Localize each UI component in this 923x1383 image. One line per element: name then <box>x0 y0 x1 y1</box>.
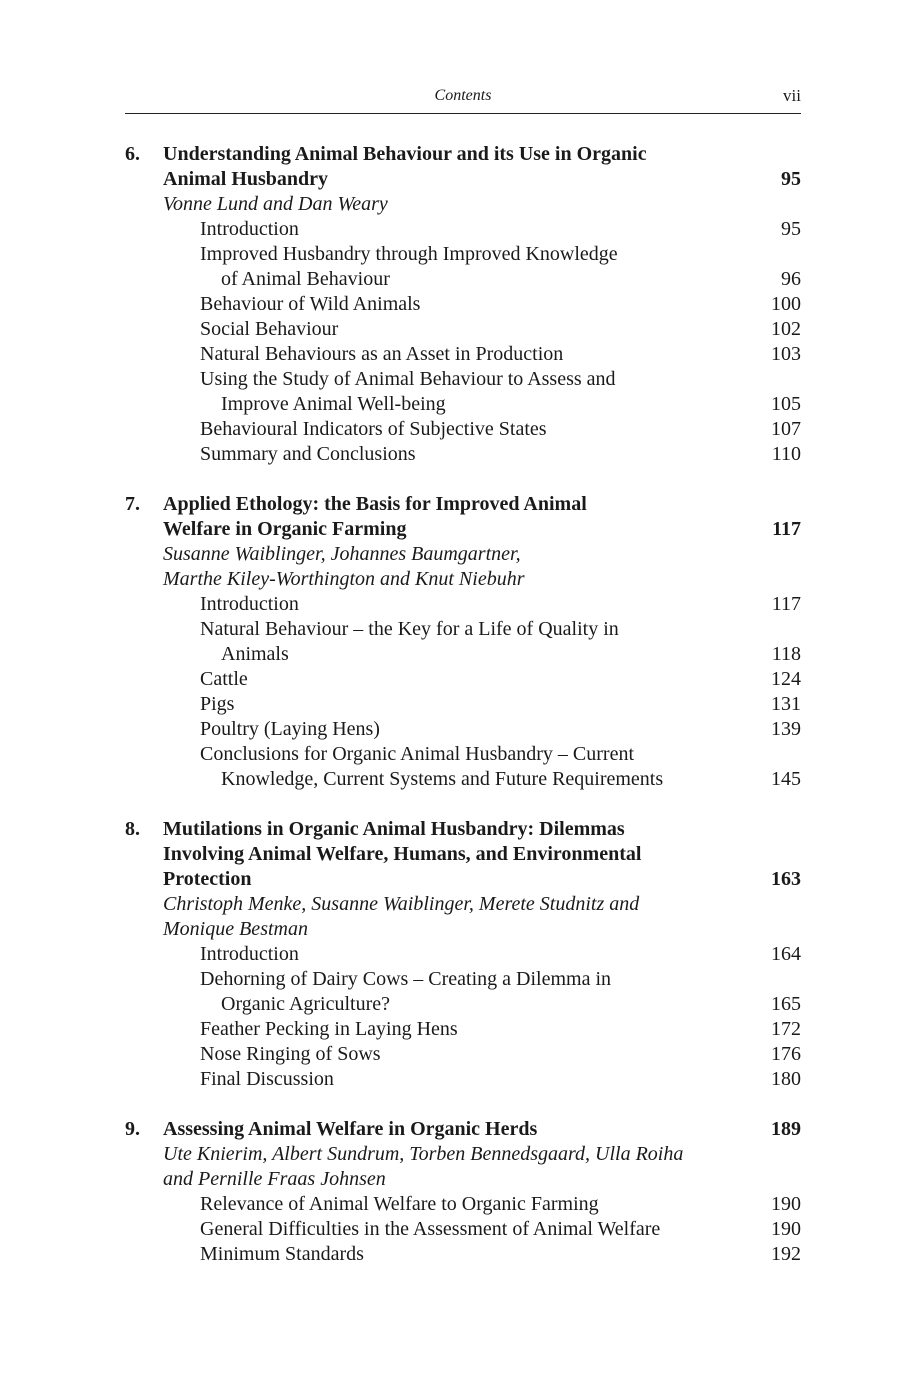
section-entry <box>125 967 801 992</box>
section-page-number: 100 <box>771 293 801 315</box>
section-page-number: 165 <box>771 993 801 1015</box>
page-number: vii <box>783 86 801 105</box>
section-title: Animals <box>221 643 289 665</box>
chapter-title-line <box>125 517 801 542</box>
section-page-number: 103 <box>771 343 801 365</box>
section-title: Summary and Conclusions <box>200 443 416 465</box>
chapter-title-line <box>125 817 801 842</box>
chapter-title: Animal Husbandry <box>163 168 329 190</box>
table-of-contents <box>125 142 801 1267</box>
section-page-number: 105 <box>771 393 801 415</box>
section-title: Using the Study of Animal Behaviour to Assess and <box>200 368 616 390</box>
section-page-number: 117 <box>771 593 801 615</box>
section-entry <box>125 1017 801 1042</box>
section-page-number: 139 <box>771 718 801 740</box>
chapter-page-number: 189 <box>771 1118 801 1140</box>
section-page-number: 96 <box>781 268 801 290</box>
chapter-title-line <box>125 867 801 892</box>
section-title: Introduction <box>200 593 299 615</box>
section-page-number: 107 <box>771 418 801 440</box>
author-line <box>125 1142 801 1167</box>
section-entry <box>125 667 801 692</box>
section-title: Pigs <box>200 693 235 715</box>
section-entry <box>125 1217 801 1242</box>
chapter-page-number: 95 <box>781 168 801 190</box>
chapter-title: Understanding Animal Behaviour and its Use in Organic <box>163 143 647 165</box>
contents-page <box>125 0 801 1267</box>
chapter-page-number: 117 <box>772 518 801 540</box>
section-entry <box>125 417 801 442</box>
section-entry <box>125 292 801 317</box>
chapter-number: 7. <box>125 493 140 515</box>
section-page-number: 176 <box>771 1043 801 1065</box>
chapter-authors: Marthe Kiley-Worthington and Knut Niebuhr <box>163 568 525 590</box>
section-entry <box>125 342 801 367</box>
author-line <box>125 892 801 917</box>
chapter-title-line <box>125 1117 801 1142</box>
section-entry <box>125 442 801 467</box>
chapter-entry <box>125 817 801 1092</box>
author-line <box>125 567 801 592</box>
section-title: Dehorning of Dairy Cows – Creating a Dilemma in <box>200 968 612 990</box>
author-line <box>125 917 801 942</box>
section-page-number: 110 <box>771 443 801 465</box>
section-page-number: 95 <box>781 218 801 240</box>
section-page-number: 192 <box>771 1243 801 1265</box>
section-entry <box>125 1042 801 1067</box>
running-header <box>125 0 801 114</box>
chapter-number: 8. <box>125 818 140 840</box>
section-entry <box>125 1242 801 1267</box>
chapter-title: Mutilations in Organic Animal Husbandry: Dilemmas <box>163 818 625 840</box>
section-entry <box>125 317 801 342</box>
chapter-title-line <box>125 167 801 192</box>
section-title: Natural Behaviours as an Asset in Production <box>200 343 564 365</box>
author-line <box>125 542 801 567</box>
section-title: Nose Ringing of Sows <box>200 1043 381 1065</box>
chapter-authors: and Pernille Fraas Johnsen <box>163 1168 386 1190</box>
section-title: Relevance of Animal Welfare to Organic Farming <box>200 1193 599 1215</box>
section-page-number: 190 <box>771 1218 801 1240</box>
section-entry <box>125 392 801 417</box>
chapter-authors: Ute Knierim, Albert Sundrum, Torben Bennedsgaard, Ulla Roiha <box>163 1143 684 1165</box>
chapter-title: Applied Ethology: the Basis for Improved Animal <box>163 493 587 515</box>
section-entry <box>125 692 801 717</box>
chapter-number: 6. <box>125 143 140 165</box>
section-title: Behavioural Indicators of Subjective States <box>200 418 547 440</box>
chapter-number: 9. <box>125 1118 140 1140</box>
chapter-entry <box>125 492 801 792</box>
section-entry <box>125 992 801 1017</box>
section-title: Conclusions for Organic Animal Husbandry – Current <box>200 743 635 765</box>
section-title: Minimum Standards <box>200 1243 364 1265</box>
section-title: Behaviour of Wild Animals <box>200 293 421 315</box>
section-title: Natural Behaviour – the Key for a Life of Quality in <box>200 618 619 640</box>
section-title: Cattle <box>200 668 248 690</box>
section-page-number: 131 <box>771 693 801 715</box>
section-entry <box>125 717 801 742</box>
chapter-title-line <box>125 142 801 167</box>
chapter-title-line <box>125 492 801 517</box>
section-entry <box>125 942 801 967</box>
section-title: General Difficulties in the Assessment of Animal Welfare <box>200 1218 661 1240</box>
chapter-authors: Monique Bestman <box>163 918 308 940</box>
chapter-page-number: 163 <box>771 868 801 890</box>
chapter-authors: Susanne Waiblinger, Johannes Baumgartner, <box>163 543 521 565</box>
section-title: Poultry (Laying Hens) <box>200 718 380 740</box>
section-entry <box>125 1192 801 1217</box>
section-title: Improve Animal Well-being <box>221 393 446 415</box>
section-title: Improved Husbandry through Improved Knowledge <box>200 243 618 265</box>
chapter-title: Welfare in Organic Farming <box>163 518 407 540</box>
section-page-number: 145 <box>771 768 801 790</box>
section-title: Introduction <box>200 218 299 240</box>
section-entry <box>125 642 801 667</box>
chapter-entry <box>125 1117 801 1267</box>
chapter-entry <box>125 142 801 467</box>
section-title: Feather Pecking in Laying Hens <box>200 1018 458 1040</box>
section-page-number: 118 <box>771 643 801 665</box>
section-title: Knowledge, Current Systems and Future Requirements <box>221 768 664 790</box>
author-line <box>125 1167 801 1192</box>
section-title: Social Behaviour <box>200 318 339 340</box>
chapter-title: Assessing Animal Welfare in Organic Herds <box>163 1118 538 1140</box>
section-entry <box>125 1067 801 1092</box>
section-page-number: 102 <box>771 318 801 340</box>
section-entry <box>125 592 801 617</box>
section-entry <box>125 767 801 792</box>
section-title: Final Discussion <box>200 1068 334 1090</box>
chapter-title-line <box>125 842 801 867</box>
section-entry <box>125 267 801 292</box>
section-title: Introduction <box>200 943 299 965</box>
section-entry <box>125 617 801 642</box>
section-entry <box>125 242 801 267</box>
section-page-number: 180 <box>771 1068 801 1090</box>
section-entry <box>125 367 801 392</box>
chapter-authors: Christoph Menke, Susanne Waiblinger, Merete Studnitz and <box>163 893 640 915</box>
section-title: Organic Agriculture? <box>221 993 391 1015</box>
section-title: of Animal Behaviour <box>221 268 390 290</box>
section-page-number: 164 <box>771 943 801 965</box>
section-page-number: 172 <box>771 1018 801 1040</box>
section-entry <box>125 742 801 767</box>
section-page-number: 190 <box>771 1193 801 1215</box>
chapter-title: Protection <box>163 868 252 890</box>
section-page-number: 124 <box>771 668 801 690</box>
author-line <box>125 192 801 217</box>
section-entry <box>125 217 801 242</box>
chapter-authors: Vonne Lund and Dan Weary <box>163 193 388 215</box>
running-title: Contents <box>434 87 492 104</box>
chapter-title: Involving Animal Welfare, Humans, and Environmental <box>163 843 642 865</box>
